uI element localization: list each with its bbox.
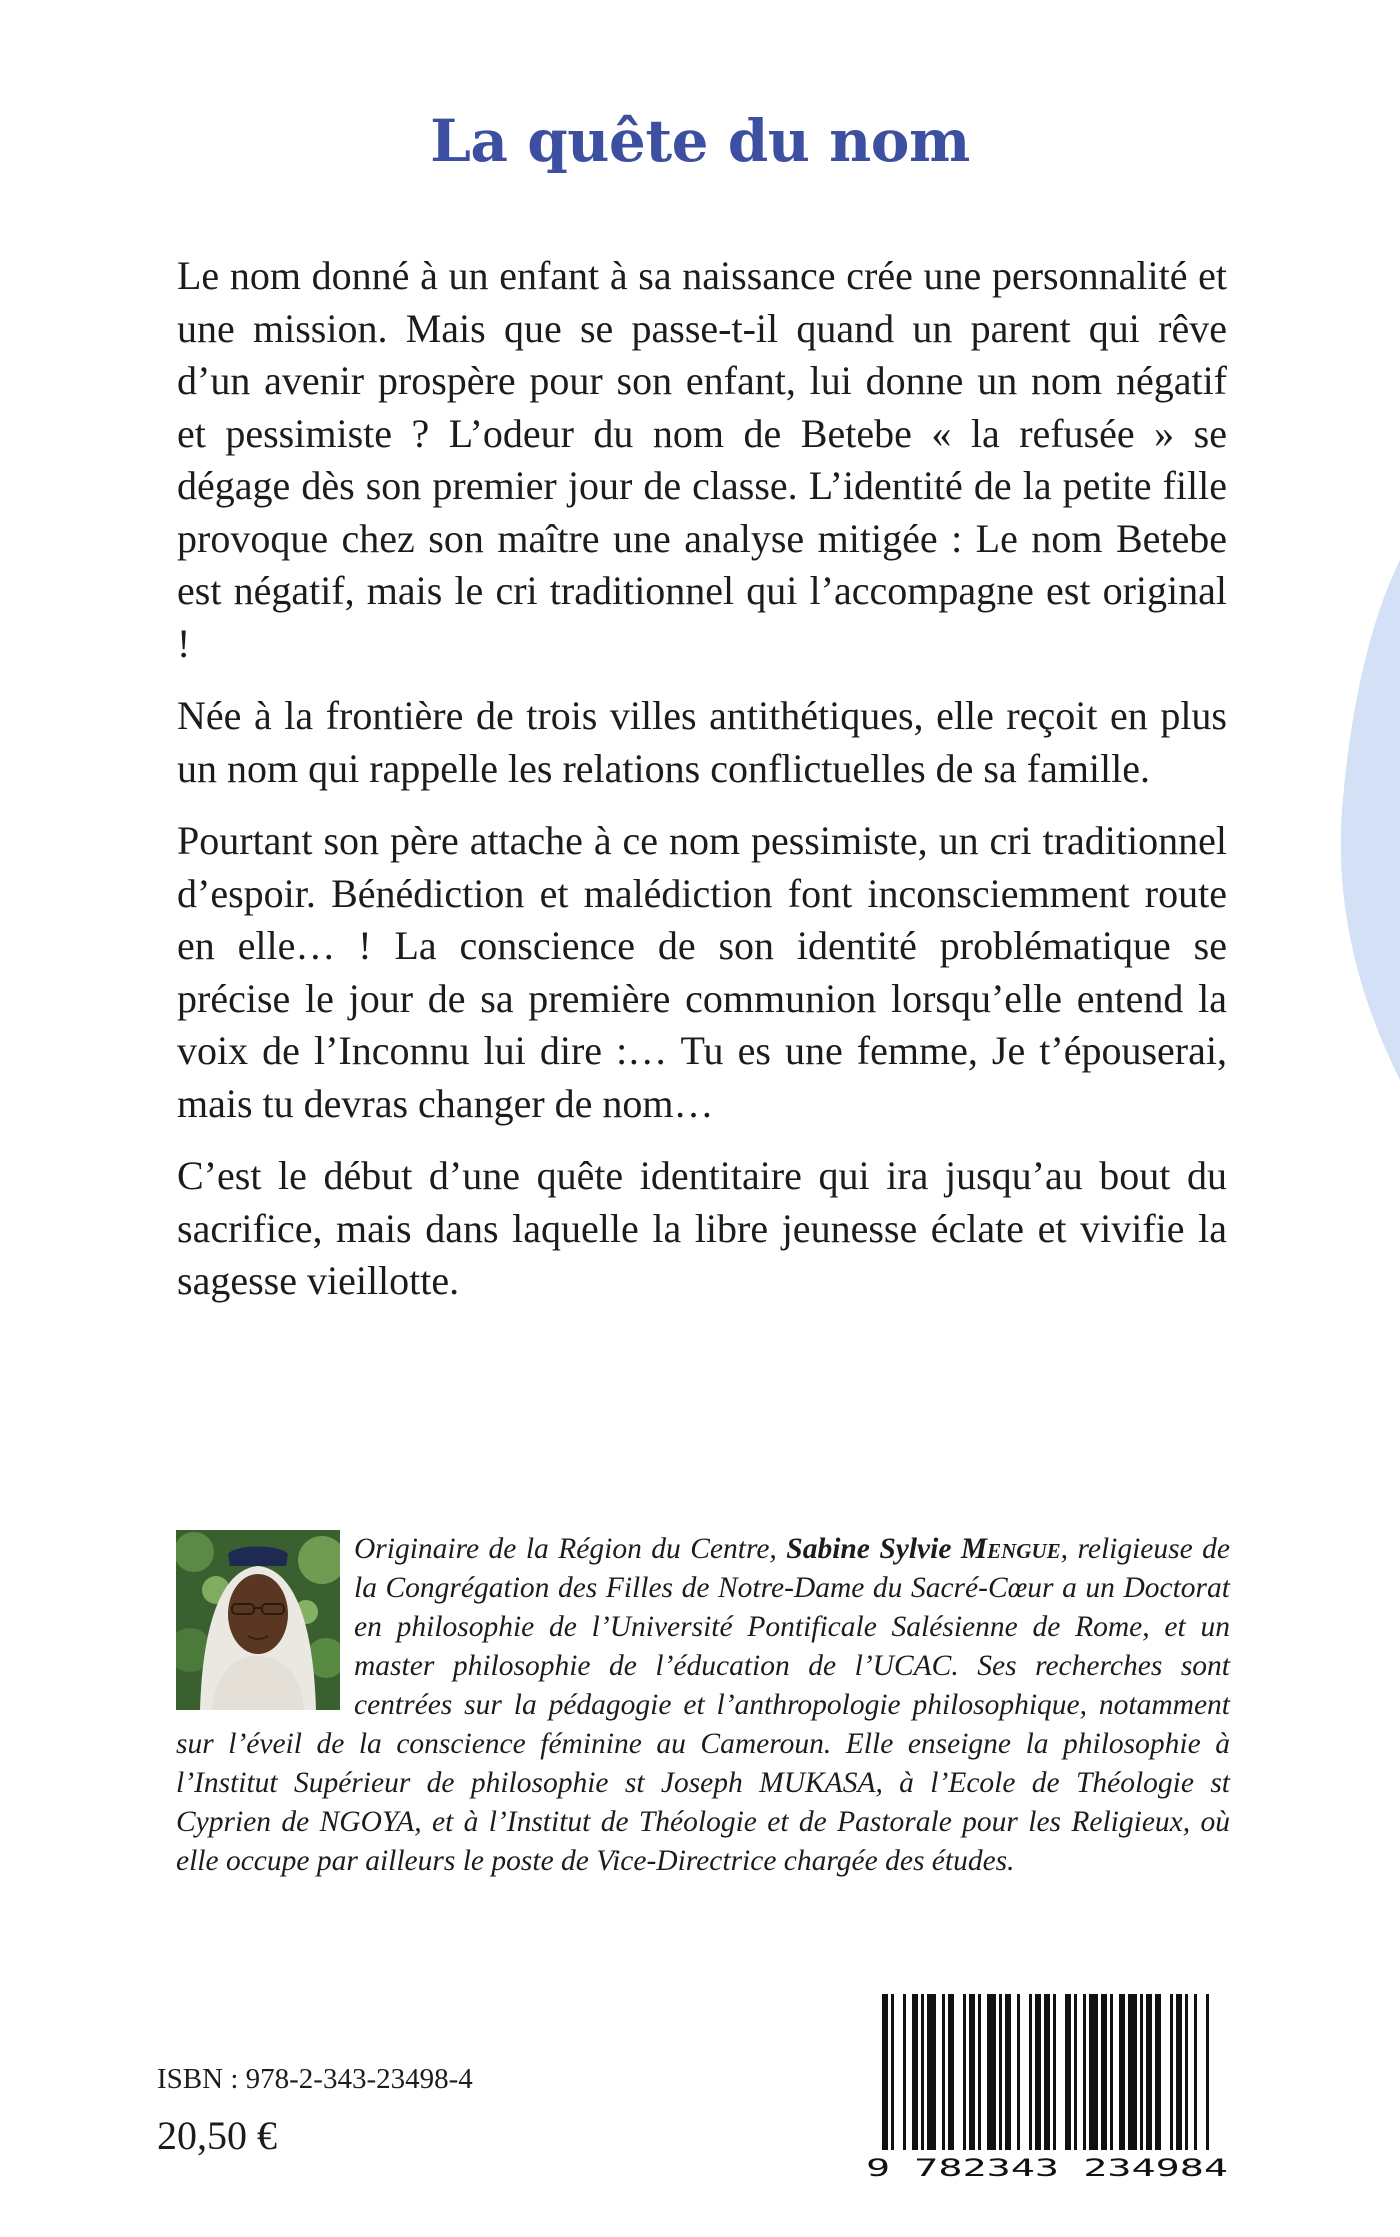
author-first-name: Sabine Sylvie (786, 1533, 952, 1565)
barcode-bar (969, 1994, 975, 2150)
barcode-bar (1128, 1994, 1137, 2150)
blurb-paragraph: C’est le début d’une quête identitaire qui ira jusqu’au bout du sacrifice, mais dans laquelle la libre jeunesse éclate et vivifie la sagesse vieillotte. (177, 1153, 1227, 1303)
blurb-paragraph: Pourtant son père attache à ce nom pessimiste, un cri traditionnel d’espoir. Bénédiction et malédiction font inconsciemment route en elle… ! La conscience de son identité problématique se précise le jour de sa première communion lorsqu’elle entend la voix de l’Inconnu lui dire :… Tu es une femme, Je t’épouserai, mais tu devras changer de nom… (177, 818, 1227, 1126)
barcode-bar (1140, 1994, 1143, 2150)
barcode-bar (987, 1994, 996, 2150)
barcode-bar (942, 1994, 945, 2150)
barcode-bar (1170, 1994, 1173, 2150)
barcode-bar (1044, 1994, 1050, 2150)
barcode-bar (948, 1994, 954, 2150)
barcode-bar (1074, 1994, 1077, 2150)
photo-spacer (176, 1530, 340, 1712)
barcode-bar (1029, 1994, 1032, 2150)
barcode-bar (1089, 1994, 1098, 2150)
blurb (177, 250, 1227, 1328)
barcode-bar (891, 1994, 894, 2150)
barcode-bar (1194, 1994, 1197, 2150)
barcode-bar (1206, 1994, 1209, 2150)
barcode-bar (882, 1994, 888, 2150)
barcode-bar (1110, 1994, 1113, 2150)
bio-intro: Originaire de la Région du Centre, (354, 1533, 787, 1565)
barcode-bar (1065, 1994, 1071, 2150)
author-last-name: Mengue (960, 1533, 1061, 1565)
barcode-bar (903, 1994, 906, 2150)
barcode-bar (921, 1994, 924, 2150)
author-name (786, 1533, 1060, 1565)
barcode-bar (1176, 1994, 1182, 2150)
barcode-bars (882, 1994, 1209, 2150)
barcode-bar (963, 1994, 966, 2150)
barcode-bar (1017, 1994, 1020, 2150)
barcode-bar (1185, 1994, 1188, 2150)
blurb-paragraph: Le nom donné à un enfant à sa naissance crée une personnalité et une mission. Mais que se passe-t-il quand un parent qui rêve d’un avenir prospère pour son enfant, lui donne un nom négatif et pessimiste ? L’odeur du nom de Betebe « la refusée » se dégage dès son premier jour de classe. L’identité de la petite fille provoque chez son maître une analyse mitigée : Le nom Betebe est négatif, mais le cri traditionnel qui l’accompagne est original ! (177, 253, 1227, 666)
decorative-blue-curve (1330, 560, 1400, 1080)
barcode-bar (1155, 1994, 1161, 2150)
barcode-digits: 9 782343 234984 (866, 2154, 1228, 2182)
barcode-bar (1101, 1994, 1107, 2150)
bio-text: , religieuse de la Congrégation des Filles de Notre-Dame du Sacré-Cœur a un Doctorat en philosophie de l’Université Pontificale Salésienne de Rome, et un master philosophie de l’éducation de l’UCAC. Ses recherches sont centrées sur la pédagogie et l’anthropologie philosophique, notamment sur l’éveil de la conscience féminine au Cameroun. Elle enseigne la philosophie à l’Institut Supérieur de philosophie st Joseph MUKASA, à l’Ecole de Théologie st Cyprien de NGOYA, et à l’Institut de Théologie et de Pastorale pour les Religieux, où elle occupe par ailleurs le poste de Vice-Directrice chargée des études. (176, 1533, 1231, 1877)
author-biography (176, 1530, 1230, 1881)
barcode-bar (978, 1994, 981, 2150)
barcode (862, 1990, 1232, 2185)
barcode-bar (912, 1994, 918, 2150)
barcode-bar (1146, 1994, 1152, 2150)
barcode-bar (1083, 1994, 1086, 2150)
barcode-bar (1053, 1994, 1056, 2150)
barcode-bar (1119, 1994, 1125, 2150)
isbn: ISBN : 978-2-343-23498-4 (157, 2063, 473, 2095)
blurb-paragraph: Née à la frontière de trois villes antithétiques, elle reçoit en plus un nom qui rappelle les relations conflictuelles de sa famille. (177, 693, 1227, 791)
book-title: La quête du nom (430, 107, 970, 175)
barcode-bar (999, 1994, 1002, 2150)
barcode-bar (927, 1994, 936, 2150)
barcode-bar (1005, 1994, 1011, 2150)
price: 20,50 € (157, 2113, 277, 2158)
barcode-bar (1035, 1994, 1041, 2150)
